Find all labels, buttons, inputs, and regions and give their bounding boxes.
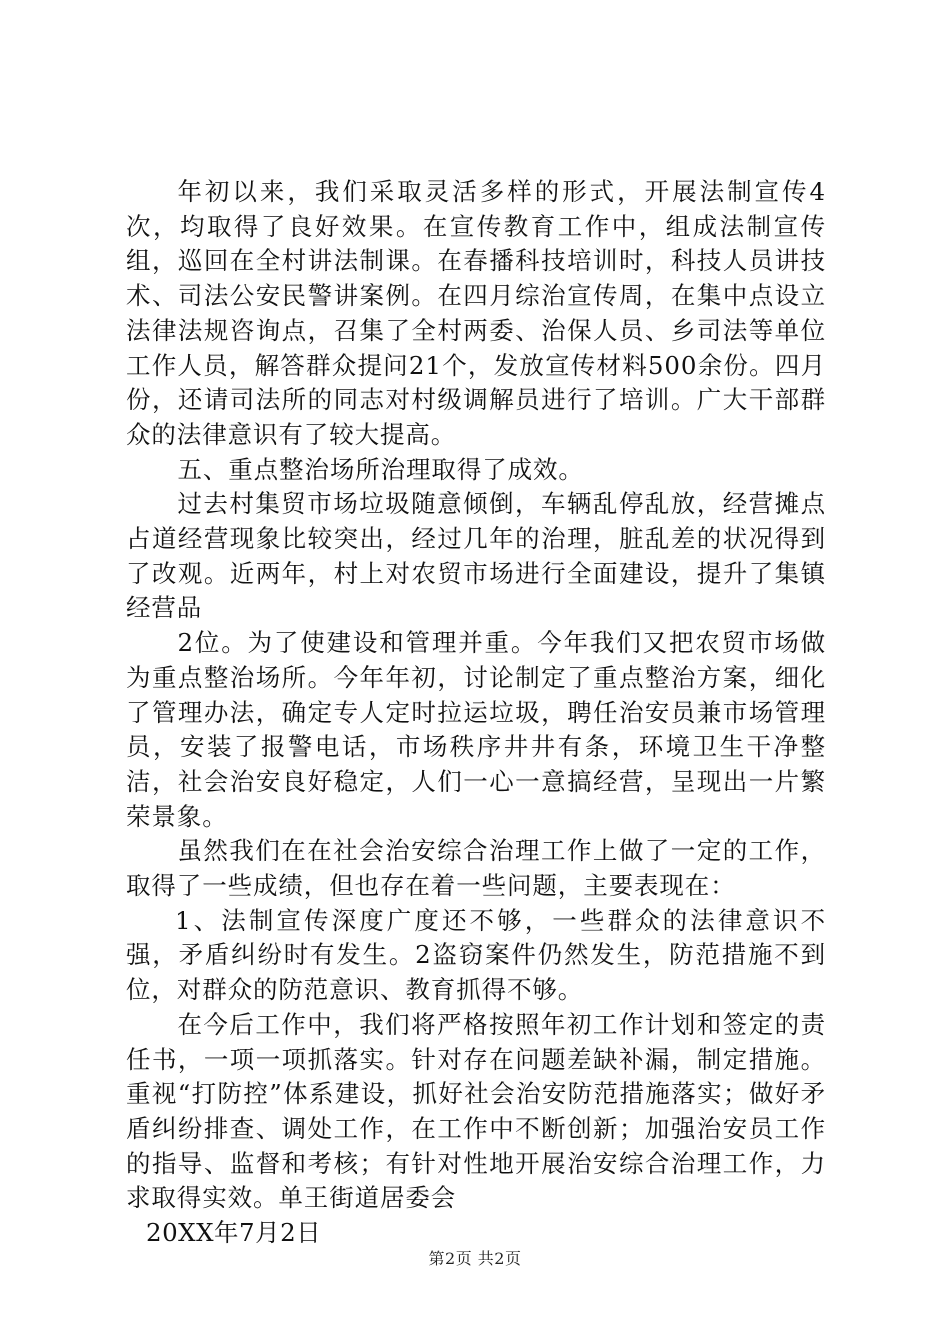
paragraph-market-rectification: 2位。为了使建设和管理并重。今年我们又把农贸市场做为重点整治场所。今年年初，讨论制定了重点整治方案，细化了管理办法，确定专人定时拉运垃圾，聘任治安员兼市场管理员，安装了报警电话，市场秩序井井有条，环境卫生干净整洁，社会治安良好稳定，人们一心一意搞经营，呈现出一片繁荣景象。 [126,628,826,831]
page-footer: 第2页 共2页 [428,1249,522,1268]
document-date: 20XX年7月2日 [146,1218,322,1248]
document-body [126,175,826,1251]
paragraph-problems-list: 1、法制宣传深度广度还不够，一些群众的法律意识不强，矛盾纠纷时有发生。2盗窃案件仍然发生，防范措施不到位，对群众的防范意识、教育抓得不够。 [126,905,826,1005]
section-heading-five: 五、重点整治场所治理取得了成效。 [177,454,584,484]
paragraph-problems-intro: 虽然我们在在社会治安综合治理工作上做了一定的工作，取得了一些成绩，但也存在着一些问题，主要表现在： [126,836,826,901]
paragraph-future-work: 在今后工作中，我们将严格按照年初工作计划和签定的责任书，一项一项抓落实。针对存在问题差缺补漏，制定措施。重视“打防控”体系建设，抓好社会治安防范措施落实；做好矛盾纠纷排查、调处工作，在工作中不断创新；加强治安员工作的指导、监督和考核；有针对性地开展治安综合治理工作，力求取得实效。单王街道居委会 [126,1009,826,1213]
paragraph-market-history: 过去村集贸市场垃圾随意倾倒，车辆乱停乱放，经营摊点占道经营现象比较突出，经过几年的治理，脏乱差的状况得到了改观。近两年，村上对农贸市场进行全面建设，提升了集镇经营品 [126,489,826,623]
paragraph-legal-publicity: 年初以来，我们采取灵活多样的形式，开展法制宣传4次，均取得了良好效果。在宣传教育工作中，组成法制宣传组，巡回在全村讲法制课。在春播科技培训时，科技人员讲技术、司法公安民警讲案例。在四月综治宣传周，在集中点设立法律法规咨询点，召集了全村两委、治保人员、乡司法等单位工作人员，解答群众提问21个，发放宣传材料500余份。四月份，还请司法所的同志对村级调解员进行了培训。广大干部群众的法律意识有了较大提高。 [126,177,826,449]
